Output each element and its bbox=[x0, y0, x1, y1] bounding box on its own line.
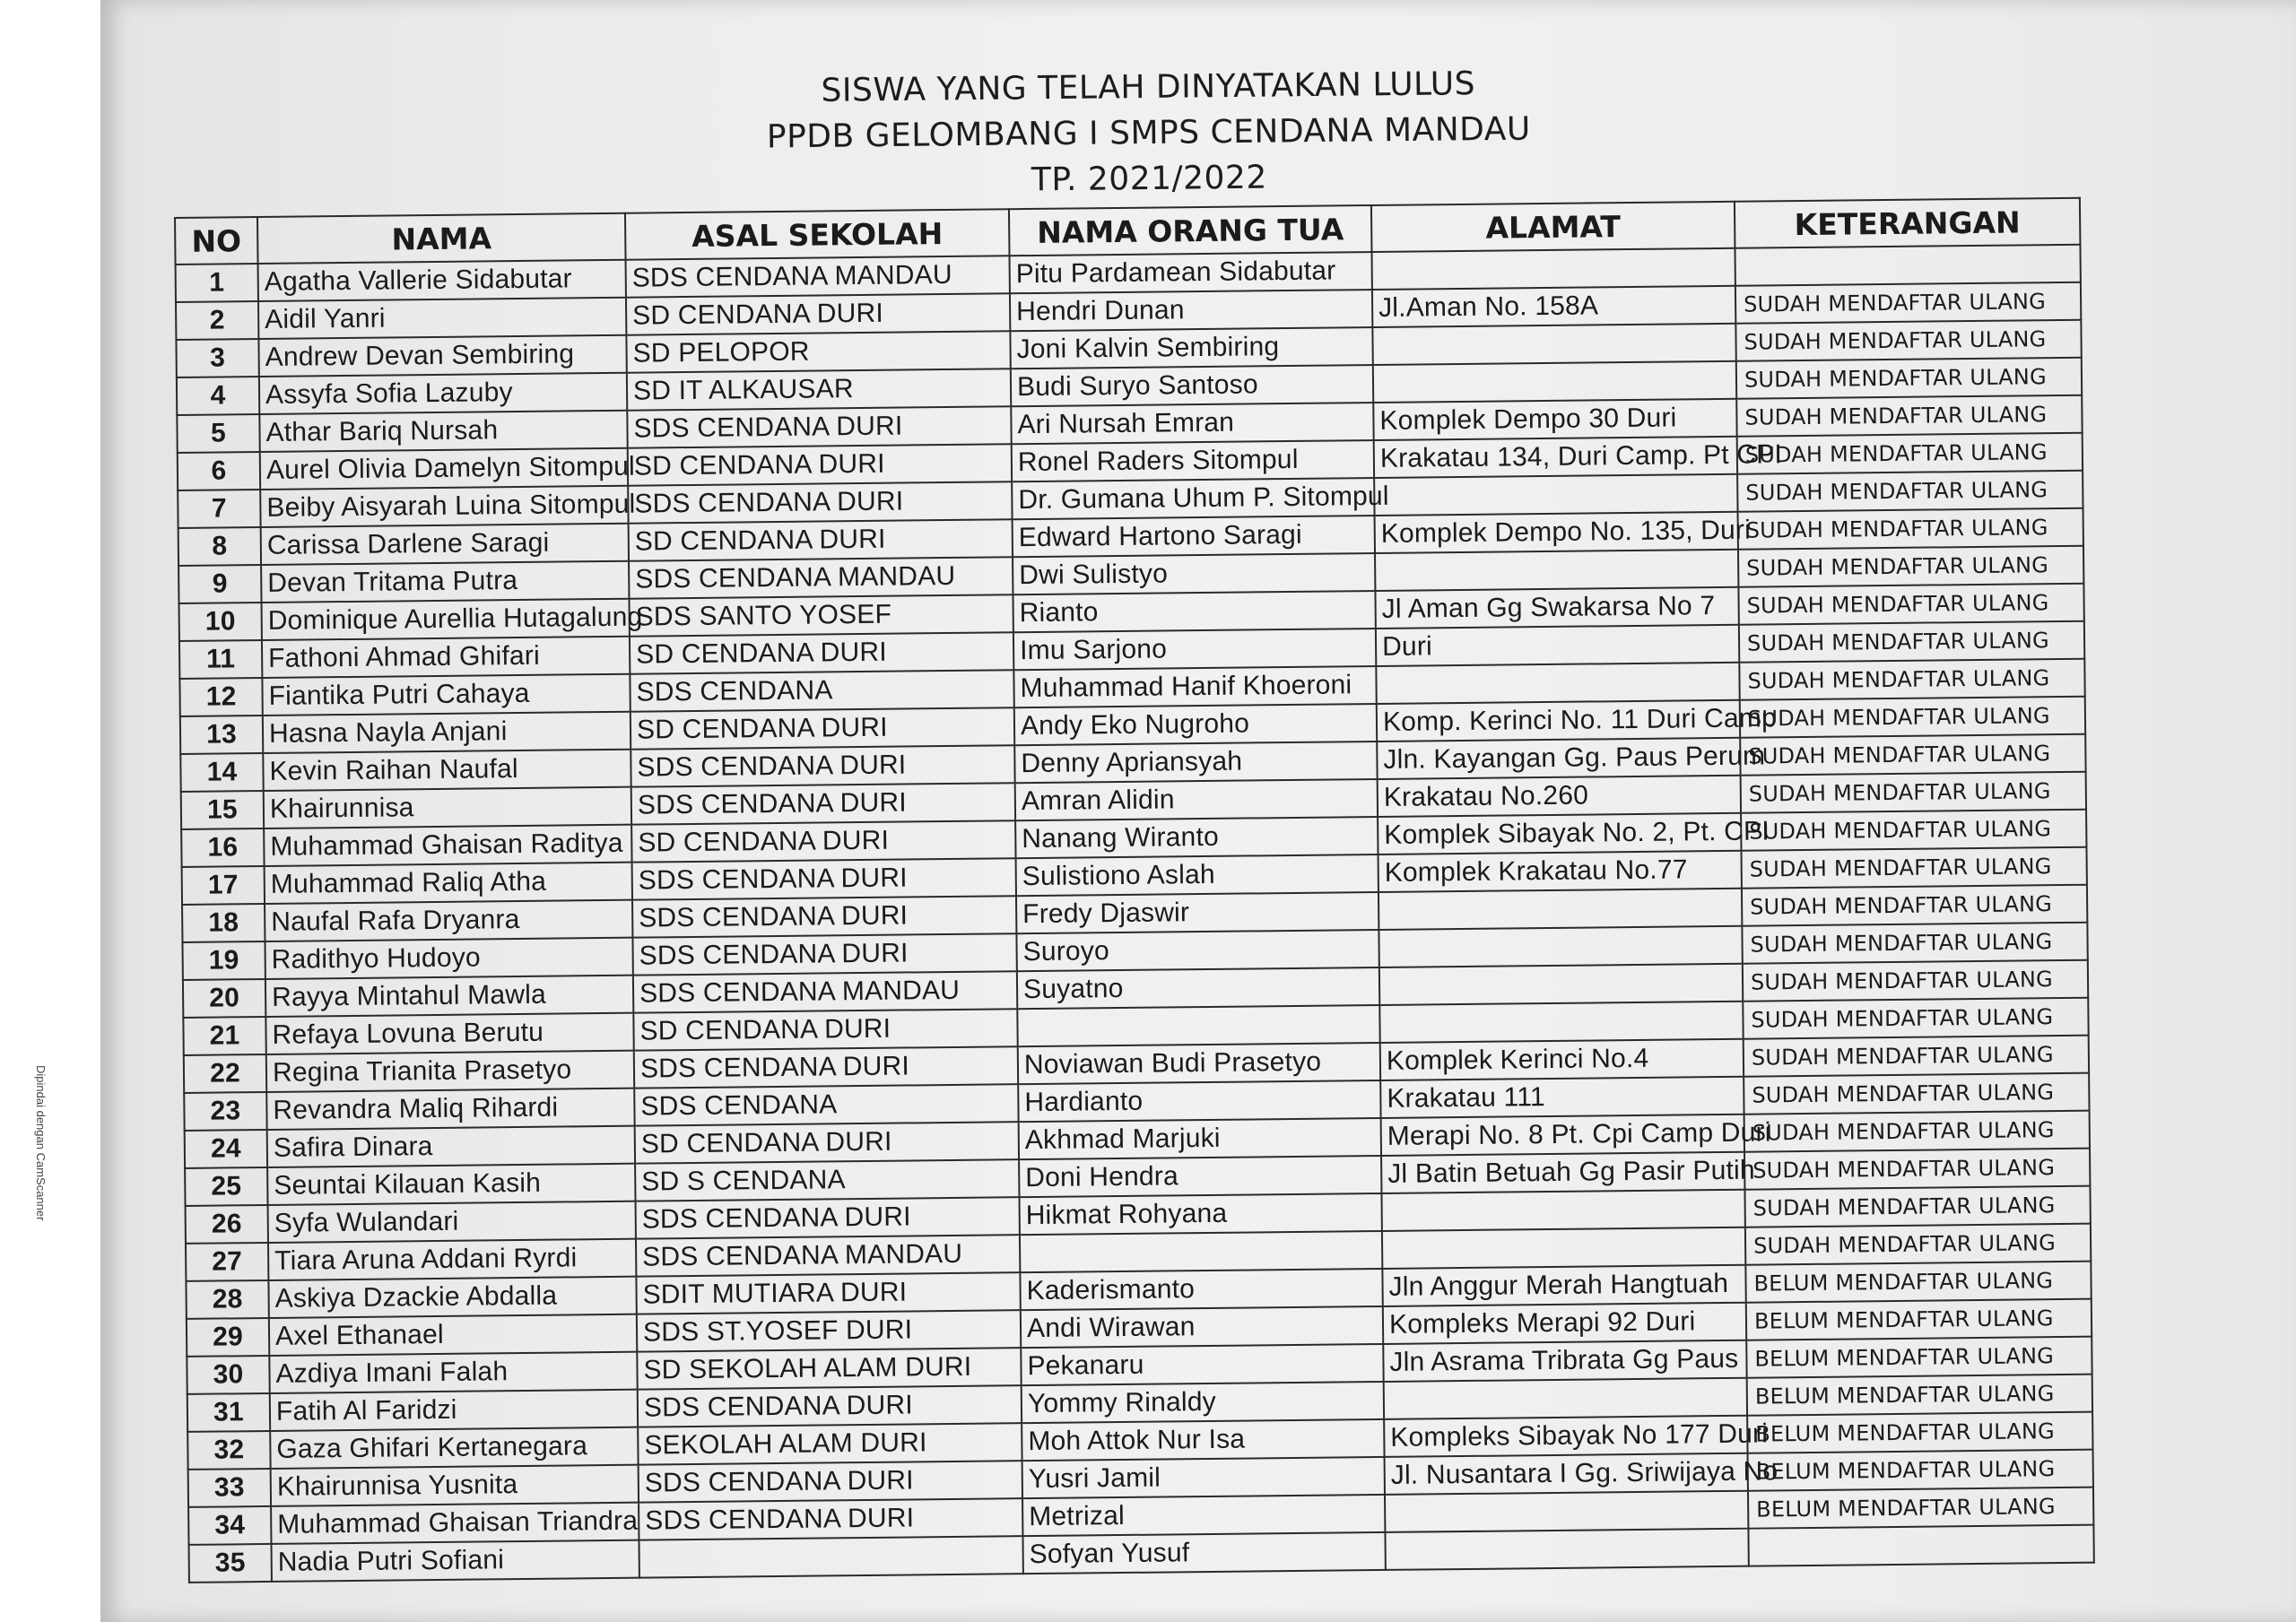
cell-nama: Nadia Putri Sofiani bbox=[272, 1540, 639, 1582]
cell-nama-orang-tua: Suyatno bbox=[1017, 967, 1379, 1009]
header-nama: NAMA bbox=[257, 213, 626, 264]
cell-keterangan: SUDAH MENDAFTAR ULANG bbox=[1736, 395, 2082, 437]
cell-asal-sekolah: SDS CENDANA bbox=[630, 670, 1013, 711]
cell-nama: Axel Ethanael bbox=[269, 1314, 637, 1356]
cell-alamat: Kompleks Merapi 92 Duri bbox=[1383, 1303, 1746, 1344]
cell-alamat: Komplek Dempo 30 Duri bbox=[1373, 399, 1736, 440]
cell-nama-orang-tua: Hikmat Rohyana bbox=[1019, 1193, 1381, 1235]
cell-keterangan: BELUM MENDAFTAR ULANG bbox=[1748, 1450, 2093, 1491]
cell-nama: Gaza Ghifari Kertanegara bbox=[270, 1427, 638, 1469]
cell-nama-orang-tua: Doni Hendra bbox=[1019, 1156, 1381, 1197]
cell-nama-orang-tua: Moh Attok Nur Isa bbox=[1022, 1419, 1384, 1461]
cell-asal-sekolah: SDS CENDANA DURI bbox=[639, 1498, 1022, 1540]
cell-alamat bbox=[1373, 361, 1736, 403]
cell-nama: Fiantika Putri Cahaya bbox=[262, 674, 630, 716]
cell-asal-sekolah: SDS CENDANA bbox=[634, 1084, 1018, 1125]
cell-asal-sekolah: SDS CENDANA DURI bbox=[631, 745, 1014, 786]
cell-asal-sekolah: SD CENDANA DURI bbox=[635, 1122, 1019, 1163]
cell-no: 2 bbox=[176, 301, 258, 340]
cell-asal-sekolah: SDS ST.YOSEF DURI bbox=[637, 1310, 1021, 1351]
cell-keterangan: SUDAH MENDAFTAR ULANG bbox=[1735, 282, 2081, 324]
cell-keterangan: BELUM MENDAFTAR ULANG bbox=[1746, 1299, 2092, 1340]
cell-nama-orang-tua: Kaderismanto bbox=[1020, 1269, 1382, 1310]
cell-asal-sekolah: SDS CENDANA MANDAU bbox=[633, 971, 1017, 1012]
title-line-3: TP. 2021/2022 bbox=[1031, 159, 1267, 199]
header-alamat: ALAMAT bbox=[1371, 202, 1735, 252]
cell-keterangan: SUDAH MENDAFTAR ULANG bbox=[1739, 621, 2084, 663]
cell-nama: Syfa Wulandari bbox=[268, 1201, 636, 1243]
cell-no: 34 bbox=[188, 1506, 271, 1545]
cell-keterangan: SUDAH MENDAFTAR ULANG bbox=[1738, 546, 2083, 587]
cell-no: 7 bbox=[178, 490, 260, 528]
cell-alamat bbox=[1384, 1378, 1747, 1419]
cell-nama-orang-tua: Yommy Rinaldy bbox=[1022, 1382, 1384, 1423]
cell-alamat: Jl.Aman No. 158A bbox=[1372, 286, 1735, 327]
cell-keterangan: SUDAH MENDAFTAR ULANG bbox=[1737, 433, 2083, 474]
cell-asal-sekolah: SD IT ALKAUSAR bbox=[627, 369, 1011, 410]
cell-asal-sekolah: SD SEKOLAH ALAM DURI bbox=[637, 1348, 1021, 1389]
cell-keterangan: SUDAH MENDAFTAR ULANG bbox=[1736, 358, 2082, 399]
cell-alamat: Komplek Kerinci No.4 bbox=[1380, 1039, 1744, 1080]
cell-alamat bbox=[1378, 889, 1742, 930]
cell-nama: Andrew Devan Sembiring bbox=[258, 335, 626, 377]
cell-no: 15 bbox=[181, 791, 264, 829]
cell-keterangan: SUDAH MENDAFTAR ULANG bbox=[1745, 1224, 2091, 1265]
cell-no: 30 bbox=[187, 1356, 269, 1394]
document-title bbox=[628, 59, 1670, 207]
cell-keterangan: SUDAH MENDAFTAR ULANG bbox=[1740, 697, 2085, 738]
cell-nama-orang-tua: Sulistiono Aslah bbox=[1016, 854, 1378, 896]
cell-asal-sekolah: SD CENDANA DURI bbox=[631, 820, 1015, 862]
cell-alamat bbox=[1382, 1227, 1745, 1269]
cell-no: 16 bbox=[181, 828, 264, 867]
cell-nama: Revandra Maliq Rihardi bbox=[266, 1089, 634, 1130]
cell-nama-orang-tua: Hendri Dunan bbox=[1010, 290, 1372, 331]
header-nama-orang-tua: NAMA ORANG TUA bbox=[1009, 205, 1372, 256]
cell-keterangan: SUDAH MENDAFTAR ULANG bbox=[1737, 471, 2083, 512]
cell-asal-sekolah: SD CENDANA DURI bbox=[633, 1009, 1017, 1050]
cell-keterangan: BELUM MENDAFTAR ULANG bbox=[1747, 1412, 2092, 1453]
cell-alamat: Krakatau 111 bbox=[1380, 1077, 1744, 1118]
cell-nama: Athar Bariq Nursah bbox=[259, 411, 627, 452]
cell-keterangan bbox=[1748, 1525, 2093, 1566]
cell-alamat: Krakatau No.260 bbox=[1378, 776, 1741, 817]
cell-keterangan: SUDAH MENDAFTAR ULANG bbox=[1741, 772, 2086, 813]
cell-nama-orang-tua: Muhammad Hanif Khoeroni bbox=[1013, 666, 1376, 707]
cell-keterangan: SUDAH MENDAFTAR ULANG bbox=[1744, 1186, 2090, 1227]
cell-alamat bbox=[1372, 324, 1735, 365]
cell-alamat bbox=[1385, 1529, 1748, 1570]
cell-nama-orang-tua: Andi Wirawan bbox=[1021, 1306, 1383, 1348]
cell-nama-orang-tua: Rianto bbox=[1013, 591, 1375, 632]
cell-nama-orang-tua: Yusri Jamil bbox=[1022, 1457, 1385, 1498]
cell-alamat: Jl Aman Gg Swakarsa No 7 bbox=[1375, 587, 1738, 629]
cell-nama-orang-tua: Joni Kalvin Sembiring bbox=[1010, 327, 1372, 369]
cell-nama: Beiby Aisyarah Luina Sitompul bbox=[260, 486, 628, 527]
cell-nama-orang-tua bbox=[1020, 1231, 1382, 1272]
cell-asal-sekolah: SDS CENDANA DURI bbox=[632, 933, 1016, 975]
cell-keterangan: SUDAH MENDAFTAR ULANG bbox=[1742, 923, 2087, 964]
cell-asal-sekolah: SDS SANTO YOSEF bbox=[629, 594, 1013, 636]
cell-no: 12 bbox=[179, 678, 262, 716]
cell-no: 11 bbox=[179, 640, 262, 679]
cell-asal-sekolah: SDS CENDANA DURI bbox=[631, 783, 1015, 824]
cell-no: 28 bbox=[186, 1280, 268, 1319]
cell-no: 33 bbox=[188, 1469, 271, 1507]
cell-keterangan: SUDAH MENDAFTAR ULANG bbox=[1744, 1036, 2089, 1077]
cell-asal-sekolah: SDS CENDANA MANDAU bbox=[629, 557, 1013, 598]
cell-asal-sekolah: SDS CENDANA DURI bbox=[632, 858, 1016, 899]
cell-nama: Dominique Aurellia Hutagalung bbox=[262, 599, 630, 640]
cell-alamat: Jln. Kayangan Gg. Paus Perum bbox=[1377, 738, 1740, 779]
cell-keterangan: SUDAH MENDAFTAR ULANG bbox=[1741, 810, 2086, 851]
cell-no: 5 bbox=[177, 414, 259, 453]
table-body bbox=[176, 245, 2094, 1583]
cell-no: 31 bbox=[187, 1393, 270, 1432]
cell-nama: Tiara Aruna Addani Ryrdi bbox=[268, 1239, 636, 1280]
cell-alamat: Duri bbox=[1376, 625, 1739, 666]
cell-no: 21 bbox=[183, 1017, 265, 1055]
cell-nama-orang-tua: Hardianto bbox=[1018, 1080, 1380, 1122]
cell-nama-orang-tua: Dr. Gumana Uhum P. Sitompul bbox=[1012, 478, 1374, 519]
cell-asal-sekolah: SD PELOPOR bbox=[626, 331, 1010, 372]
student-table-container bbox=[174, 197, 2093, 1583]
cell-alamat: Komplek Sibayak No. 2, Pt. CPI bbox=[1378, 813, 1741, 854]
cell-keterangan: SUDAH MENDAFTAR ULANG bbox=[1741, 847, 2086, 889]
cell-asal-sekolah: SDS CENDANA DURI bbox=[632, 896, 1016, 937]
cell-nama: Agatha Vallerie Sidabutar bbox=[258, 260, 626, 301]
cell-alamat bbox=[1376, 663, 1739, 704]
cell-no: 3 bbox=[176, 339, 258, 377]
title-line-1: SISWA YANG TELAH DINYATAKAN LULUS bbox=[821, 65, 1476, 109]
cell-no: 20 bbox=[183, 979, 265, 1018]
cell-nama: Muhammad Ghaisan Raditya bbox=[264, 825, 631, 866]
cell-asal-sekolah: SDS CENDANA DURI bbox=[628, 481, 1012, 523]
cell-alamat: Jl Batin Betuah Gg Pasir Putih bbox=[1381, 1152, 1744, 1193]
cell-nama: Seuntai Kilauan Kasih bbox=[267, 1164, 635, 1205]
cell-alamat bbox=[1385, 1491, 1748, 1532]
cell-no: 27 bbox=[186, 1243, 268, 1281]
cell-asal-sekolah: SD CENDANA DURI bbox=[631, 707, 1014, 749]
cell-nama: Hasna Nayla Anjani bbox=[263, 712, 631, 753]
cell-no: 8 bbox=[178, 527, 261, 566]
cell-nama: Aurel Olivia Damelyn Sitompul bbox=[260, 448, 628, 490]
cell-keterangan: BELUM MENDAFTAR ULANG bbox=[1747, 1375, 2092, 1416]
cell-no: 4 bbox=[177, 377, 259, 415]
cell-nama-orang-tua: Andy Eko Nugroho bbox=[1014, 704, 1377, 745]
cell-nama-orang-tua: Ronel Raders Sitompul bbox=[1012, 440, 1374, 481]
cell-nama-orang-tua: Akhmad Marjuki bbox=[1019, 1118, 1381, 1159]
cell-no: 26 bbox=[186, 1205, 268, 1244]
cell-asal-sekolah: SD CENDANA DURI bbox=[628, 444, 1012, 485]
camscanner-watermark: Dipindai dengan CamScanner bbox=[34, 1065, 48, 1221]
cell-nama: Azdiya Imani Falah bbox=[269, 1352, 637, 1393]
cell-alamat: Komplek Krakatau No.77 bbox=[1378, 851, 1742, 892]
cell-alamat: Kompleks Sibayak No 177 Duri bbox=[1384, 1416, 1747, 1457]
cell-alamat bbox=[1379, 964, 1743, 1005]
cell-asal-sekolah: SDS CENDANA DURI bbox=[639, 1461, 1022, 1502]
cell-keterangan: SUDAH MENDAFTAR ULANG bbox=[1744, 1149, 2090, 1190]
cell-no: 17 bbox=[182, 866, 265, 905]
cell-nama: Safira Dinara bbox=[267, 1126, 635, 1167]
cell-asal-sekolah: SDS CENDANA MANDAU bbox=[626, 256, 1010, 297]
cell-asal-sekolah bbox=[639, 1536, 1022, 1577]
cell-nama: Regina Trianita Prasetyo bbox=[266, 1051, 634, 1092]
cell-keterangan: BELUM MENDAFTAR ULANG bbox=[1746, 1337, 2092, 1378]
cell-asal-sekolah: SD S CENDANA bbox=[635, 1159, 1019, 1201]
cell-no: 18 bbox=[182, 904, 265, 942]
cell-no: 22 bbox=[184, 1054, 266, 1093]
cell-alamat: Krakatau 134, Duri Camp. Pt CPI bbox=[1374, 437, 1737, 478]
cell-keterangan: SUDAH MENDAFTAR ULANG bbox=[1744, 1073, 2089, 1115]
cell-nama-orang-tua: Imu Sarjono bbox=[1013, 629, 1376, 670]
cell-alamat: Jln Asrama Tribrata Gg Paus bbox=[1383, 1340, 1746, 1382]
cell-nama: Muhammad Ghaisan Triandra bbox=[271, 1503, 639, 1544]
cell-keterangan: SUDAH MENDAFTAR ULANG bbox=[1743, 960, 2088, 1002]
cell-nama: Naufal Rafa Dryanra bbox=[265, 900, 632, 941]
header-asal-sekolah: ASAL SEKOLAH bbox=[625, 209, 1010, 259]
cell-asal-sekolah: SDS CENDANA DURI bbox=[627, 406, 1011, 447]
cell-asal-sekolah: SEKOLAH ALAM DURI bbox=[638, 1423, 1022, 1464]
cell-no: 6 bbox=[178, 452, 260, 490]
cell-nama: Carissa Darlene Saragi bbox=[261, 524, 629, 565]
cell-keterangan: BELUM MENDAFTAR ULANG bbox=[1748, 1488, 2093, 1529]
cell-nama: Muhammad Raliq Atha bbox=[265, 863, 632, 904]
cell-keterangan: SUDAH MENDAFTAR ULANG bbox=[1744, 1111, 2090, 1152]
cell-nama: Refaya Lovuna Berutu bbox=[265, 1013, 633, 1054]
cell-nama-orang-tua: Metrizal bbox=[1022, 1495, 1385, 1536]
cell-nama-orang-tua: Nanang Wiranto bbox=[1015, 817, 1378, 858]
cell-keterangan: SUDAH MENDAFTAR ULANG bbox=[1742, 885, 2087, 926]
cell-keterangan: SUDAH MENDAFTAR ULANG bbox=[1743, 998, 2088, 1039]
title-line-2: PPDB GELOMBANG I SMPS CENDANA MANDAU bbox=[766, 110, 1531, 156]
cell-asal-sekolah: SD CENDANA DURI bbox=[629, 519, 1013, 560]
cell-alamat bbox=[1371, 248, 1735, 290]
cell-no: 24 bbox=[185, 1130, 267, 1168]
cell-keterangan: SUDAH MENDAFTAR ULANG bbox=[1735, 320, 2081, 361]
cell-nama: Aidil Yanri bbox=[258, 298, 626, 339]
cell-no: 9 bbox=[178, 565, 261, 603]
cell-nama: Khairunnisa Yusnita bbox=[271, 1465, 639, 1506]
cell-no: 35 bbox=[189, 1544, 272, 1583]
header-no: NO bbox=[175, 217, 258, 265]
header-keterangan: KETERANGAN bbox=[1735, 198, 2081, 248]
cell-no: 1 bbox=[176, 264, 258, 302]
cell-alamat bbox=[1379, 1002, 1743, 1043]
cell-alamat bbox=[1374, 474, 1737, 516]
cell-asal-sekolah: SDIT MUTIARA DURI bbox=[636, 1272, 1020, 1314]
cell-nama-orang-tua: Pitu Pardamean Sidabutar bbox=[1010, 252, 1372, 293]
cell-no: 14 bbox=[180, 753, 263, 792]
cell-alamat bbox=[1375, 550, 1738, 591]
cell-asal-sekolah: SD CENDANA DURI bbox=[626, 293, 1010, 334]
cell-no: 23 bbox=[184, 1092, 266, 1131]
cell-no: 19 bbox=[182, 941, 265, 980]
cell-nama-orang-tua: Dwi Sulistyo bbox=[1013, 553, 1375, 594]
cell-alamat bbox=[1381, 1190, 1744, 1231]
cell-keterangan: SUDAH MENDAFTAR ULANG bbox=[1738, 508, 2083, 550]
cell-nama: Radithyo Hudoyo bbox=[265, 938, 632, 979]
cell-nama-orang-tua: Budi Suryo Santoso bbox=[1011, 365, 1373, 406]
cell-keterangan: SUDAH MENDAFTAR ULANG bbox=[1739, 659, 2084, 700]
cell-alamat: Jln Anggur Merah Hangtuah bbox=[1382, 1265, 1745, 1306]
cell-alamat: Merapi No. 8 Pt. Cpi Camp Duri bbox=[1381, 1115, 1744, 1156]
cell-keterangan: SUDAH MENDAFTAR ULANG bbox=[1740, 734, 2085, 776]
cell-nama: Fathoni Ahmad Ghifari bbox=[262, 637, 630, 678]
cell-nama: Kevin Raihan Naufal bbox=[263, 750, 631, 791]
cell-no: 10 bbox=[179, 603, 262, 641]
cell-alamat: Komp. Kerinci No. 11 Duri Camp bbox=[1377, 700, 1740, 742]
cell-nama-orang-tua: Suroyo bbox=[1016, 930, 1378, 971]
cell-nama: Askiya Dzackie Abdalla bbox=[268, 1277, 636, 1318]
cell-asal-sekolah: SDS CENDANA MANDAU bbox=[636, 1235, 1020, 1276]
cell-asal-sekolah: SD CENDANA DURI bbox=[630, 632, 1013, 673]
cell-nama-orang-tua: Noviawan Budi Prasetyo bbox=[1018, 1043, 1380, 1084]
cell-nama: Devan Tritama Putra bbox=[261, 561, 629, 603]
cell-keterangan: BELUM MENDAFTAR ULANG bbox=[1745, 1262, 2091, 1303]
cell-nama-orang-tua: Denny Apriansyah bbox=[1014, 742, 1377, 783]
cell-nama: Assyfa Sofia Lazuby bbox=[259, 373, 627, 414]
cell-nama: Khairunnisa bbox=[264, 787, 631, 828]
cell-alamat: Komplek Dempo No. 135, Duri bbox=[1375, 512, 1738, 553]
student-table bbox=[174, 197, 2095, 1583]
cell-nama-orang-tua: Pekanaru bbox=[1021, 1344, 1383, 1385]
cell-asal-sekolah: SDS CENDANA DURI bbox=[634, 1046, 1018, 1088]
cell-nama: Fatih Al Faridzi bbox=[270, 1390, 638, 1431]
cell-asal-sekolah: SDS CENDANA DURI bbox=[636, 1197, 1020, 1238]
cell-keterangan bbox=[1735, 245, 2080, 286]
cell-keterangan: SUDAH MENDAFTAR ULANG bbox=[1738, 584, 2083, 625]
cell-nama-orang-tua: Sofyan Yusuf bbox=[1022, 1532, 1385, 1574]
cell-asal-sekolah: SDS CENDANA DURI bbox=[638, 1385, 1022, 1427]
cell-alamat bbox=[1378, 926, 1742, 967]
cell-nama-orang-tua: Edward Hartono Saragi bbox=[1013, 516, 1375, 557]
cell-alamat: Jl. Nusantara I Gg. Sriwijaya No bbox=[1385, 1453, 1748, 1495]
cell-no: 29 bbox=[187, 1318, 269, 1357]
cell-nama-orang-tua: Fredy Djaswir bbox=[1016, 892, 1378, 933]
cell-nama-orang-tua: Ari Nursah Emran bbox=[1011, 403, 1373, 444]
cell-nama: Rayya Mintahul Mawla bbox=[265, 976, 633, 1017]
cell-nama-orang-tua bbox=[1017, 1005, 1379, 1046]
cell-nama-orang-tua: Amran Alidin bbox=[1015, 779, 1378, 820]
cell-no: 13 bbox=[180, 716, 263, 754]
cell-no: 25 bbox=[185, 1167, 267, 1206]
cell-no: 32 bbox=[187, 1431, 270, 1470]
